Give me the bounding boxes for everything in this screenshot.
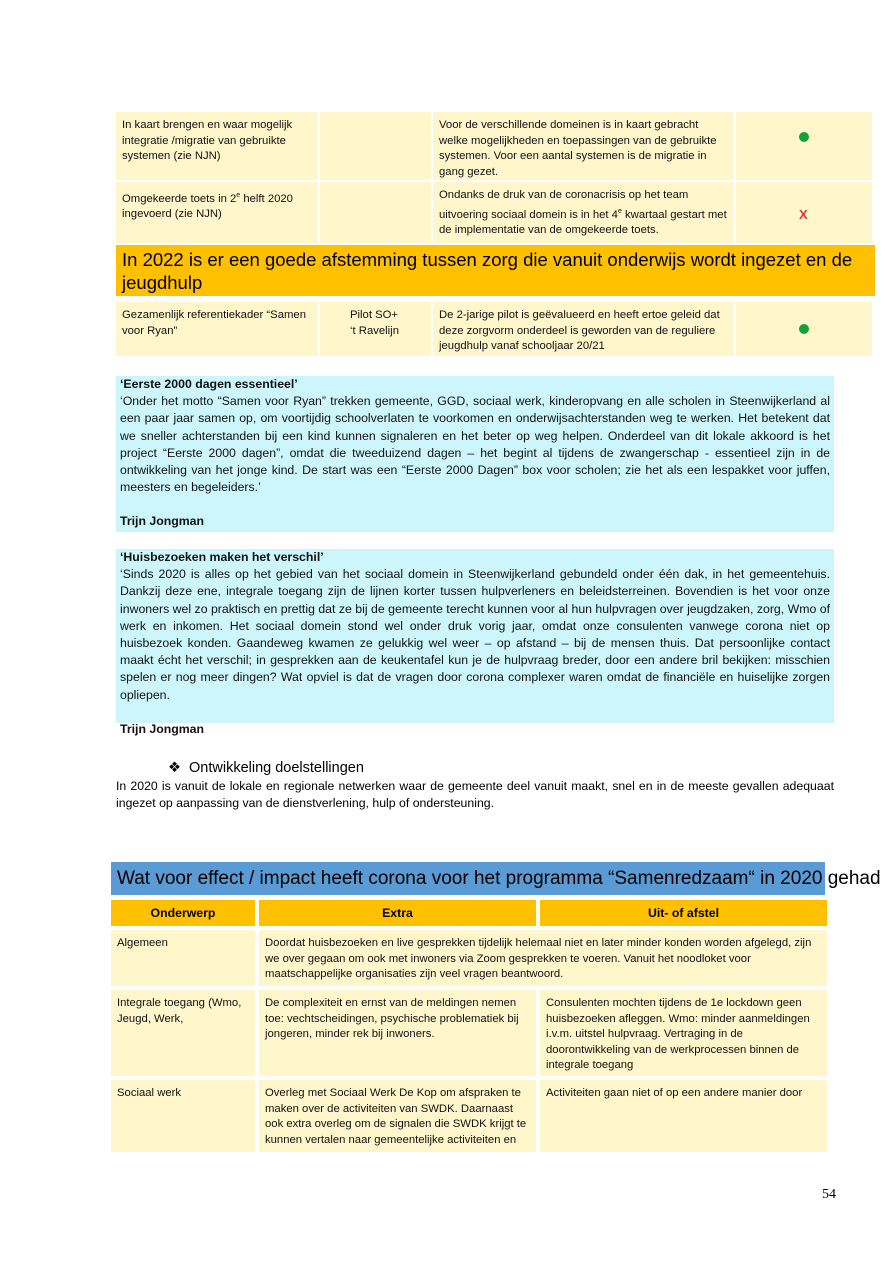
cell-onderwerp: Gezamenlijk referentiekader “Samen voor Ryan” (116, 302, 318, 356)
table-row (116, 182, 872, 243)
cell-onderwerp: In kaart brengen en waar mogelijk integratie /migratie van gebruikte systemen (zie NJN) (116, 112, 318, 180)
cell-uit-of-afstel: Consulenten mochten tijdens de 1e lockdown geen huisbezoeken afleggen. Wmo: minder aanmeldingen i.v.m. uitstel hulpvraag. Vertraging in de doorontwikkeling van de werkprocessen binnen de integrale toegang (540, 990, 827, 1076)
toelichting-text: kwartaal gestart met de implementatie van de omgekeerde toets. (439, 208, 727, 236)
onderwerp-text: helft 2020 ingevoerd (zie NJN) (122, 192, 293, 221)
cell-extra: De complexiteit en ernst van de meldingen nemen toe: vechtscheidingen, psychische problematiek bij jongeren, minder rek bij inwoners. (259, 990, 536, 1076)
onderwerp-text: Omgekeerde toets in 2 (122, 192, 237, 205)
extra-line: Pilot SO+ (350, 309, 399, 321)
superscript: e (236, 192, 241, 199)
impact-table-title: Wat voor effect / impact heeft corona voor het programma “Samenredzaam“ in 2020 gehad (111, 862, 825, 895)
status-green-dot-icon (799, 132, 809, 142)
section-heading-text: Ontwikkeling doelstellingen (189, 760, 364, 776)
cell-status (736, 302, 872, 356)
cell-extra (320, 112, 431, 180)
quote-author: Trijn Jongman (120, 721, 205, 736)
column-header-onderwerp: Onderwerp (111, 900, 255, 926)
quote-heading: ‘Eerste 2000 dagen essentieel’ (120, 377, 298, 391)
cell-onderwerp: Algemeen (111, 930, 255, 986)
quote-body: ‘Onder het motto “Samen voor Ryan” trekken gemeente, GGD, sociaal werk, kinderopvang en alle scholen in Steenwijkerland al een paar jaar samen op, om voortijdig schoolverlaten te voorkomen en onderwijsachterstanden weg te werken. Het betekent dat we sneller achterstanden bij een kind kunnen signaleren en het beter op weg helpen. Onderdeel van dit lokale akkoord is het project “Eerste 2000 dagen”, omdat die tweeduizend dagen – het begint al tijdens de zwangerschap - essentieel zijn in de ontwikkeling van het jonge kind. De start was een “Eerste 2000 Dagen” box voor scholen; zie het als een lespakket voor juffen, meesters en begeleiders.’ (120, 394, 830, 495)
status-x-icon: X (799, 207, 808, 222)
cell-extra-merged: Doordat huisbezoeken en live gesprekken tijdelijk helemaal niet en later minder konden worden afgelegd, zijn we over gegaan om ook met inwoners via Zoom gesprekken te voeren. Vanuit het noodloket voor maatschappelijke organisaties zijn veel vragen beantwoord. (259, 930, 827, 986)
cell-toelichting: Voor de verschillende domeinen is in kaart gebracht welke mogelijkheden en toepassingen van de gebruikte systemen. Voor een aantal systemen is de migratie in gang gezet. (433, 112, 734, 180)
quote-heading: ‘Huisbezoeken maken het verschil’ (120, 550, 324, 564)
quote-author: Trijn Jongman (120, 514, 205, 529)
cell-extra: Overleg met Sociaal Werk De Kop om afspraken te maken over de activiteiten van SWDK. Daarnaast ook extra overleg om de signalen die SWDK krijgt te kunnen vertalen naar gemeentelijke activiteiten en (259, 1080, 536, 1152)
cell-extra (320, 302, 431, 356)
section-banner: In 2022 is er een goede afstemming tussen zorg die vanuit onderwijs wordt ingezet en de jeugdhulp (116, 245, 875, 296)
quote-box (116, 549, 834, 736)
quote-body: ‘Sinds 2020 is alles op het gebied van het sociaal domein in Steenwijkerland gebundeld onder één dak, in het gemeentehuis. Dankzij deze ene, integrale toegang zijn de lijnen korter tussen hulpverleners en beleidsterreinen. Bovendien is het voor onze inwoners wel zo praktisch en prettig dat ze bij de gemeente terecht kunnen voor al hun hulpvragen over jeugdzaken, zorg, Wmo of werk en inkomen. Het sociaal domein stond wel onder druk vorig jaar, omdat onze consulenten vanwege corona niet op huisbezoek konden. Gaandeweg kwamen ze gelukkig wel weer – op afstand – bij de mensen thuis. Dat persoonlijke contact maakt écht het verschil; in gesprekken aan de keukentafel kun je de hulpvraag breder, door een andere bril bekijken: misschien spelen er nog meer dingen? Wat opviel is dat de vragen door corona complexer waren omdat de financiële en huiselijke zorgen opliepen. (120, 567, 830, 702)
cell-onderwerp: Integrale toegang (Wmo, Jeugd, Werk, (111, 990, 255, 1076)
cell-toelichting: De 2-jarige pilot is geëvalueerd en heeft ertoe geleid dat deze zorgvorm onderdeel is geworden van de reguliere jeugdhulp vanaf schooljaar 20/21 (433, 302, 734, 356)
cell-status (736, 182, 872, 243)
cell-uit-of-afstel: Activiteiten gaan niet of op een andere manier door (540, 1080, 827, 1152)
table-row (116, 302, 872, 356)
cell-onderwerp (116, 182, 318, 243)
cell-status (736, 112, 872, 180)
cell-extra (320, 182, 431, 243)
toelichting-text: Ondanks de druk van de coronacrisis op het team uitvoering sociaal domein is in het 4 (439, 189, 689, 221)
column-header-uit-of-afstel: Uit- of afstel (540, 900, 827, 926)
extra-line: ‘t Ravelijn (350, 324, 399, 337)
table-row (116, 112, 872, 180)
superscript: e (617, 207, 622, 215)
cell-toelichting (433, 182, 734, 243)
section-paragraph: In 2020 is vanuit de lokale en regionale netwerken waar de gemeente deel vanuit maakt, snel en in de meeste gevallen adequaat ingezet op aanpassing van de dienstverlening, hulp of ondersteuning. (116, 779, 834, 811)
quote-box (116, 376, 834, 532)
status-green-dot-icon (799, 324, 809, 334)
diamond-bullet-icon: ❖ (168, 760, 181, 776)
section-heading (168, 760, 364, 776)
cell-onderwerp: Sociaal werk (111, 1080, 255, 1152)
page-number: 54 (822, 1187, 836, 1202)
column-header-extra: Extra (259, 900, 536, 926)
